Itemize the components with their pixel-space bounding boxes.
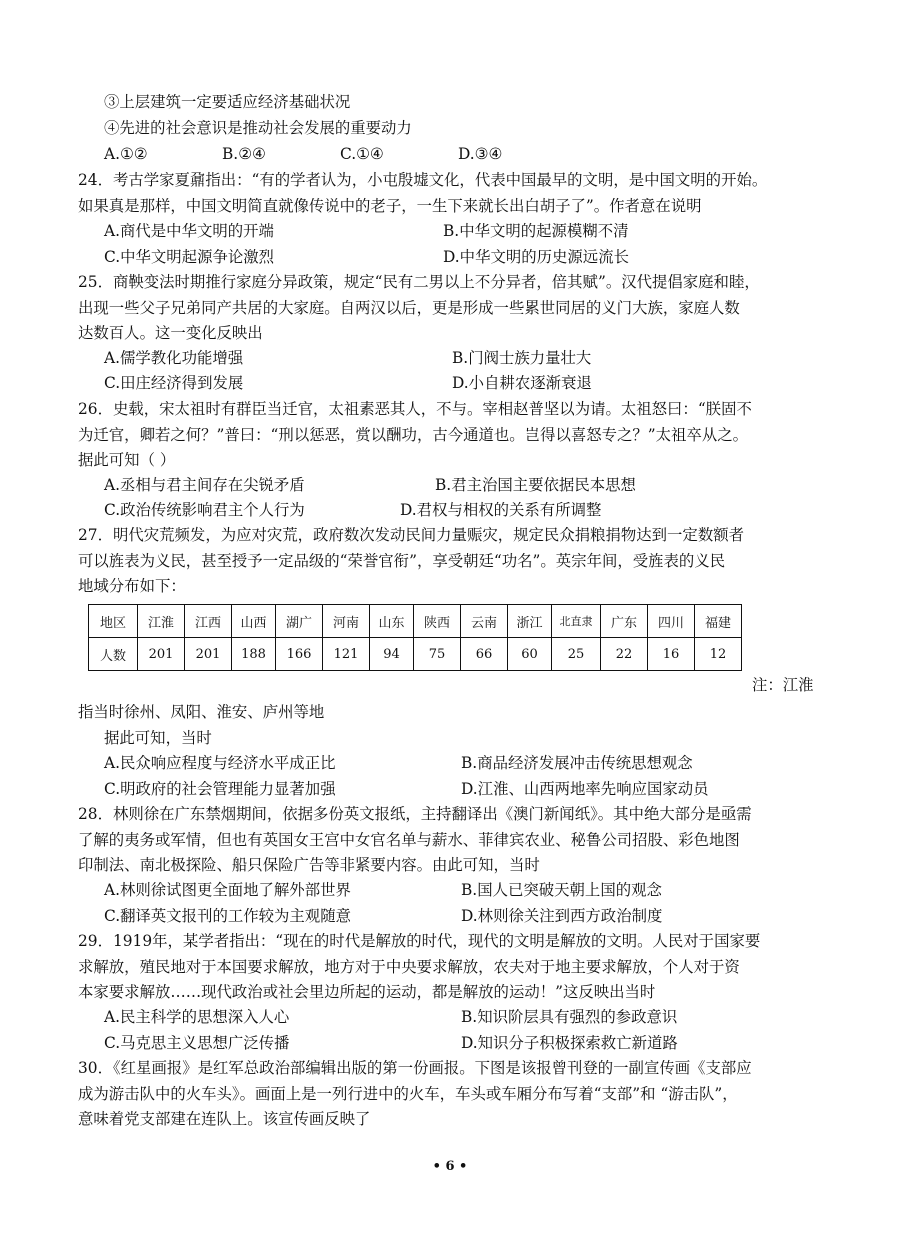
q24-option-d: D.中华文明的历史源远流长: [443, 248, 629, 266]
q29-option-c: C.马克思主义思想广泛传播: [104, 1034, 290, 1052]
q27-option-b: B.商品经济发展冲击传统思想观念: [461, 754, 693, 772]
table-count-cell: 12: [695, 638, 742, 671]
q29-stem-line-3: 本家要求解放……现代政治或社会里边所起的运动，都是解放的运动！”这反映出当时: [78, 983, 656, 1001]
q27-note-continued: 指当时徐州、凤阳、淮安、庐州等地: [78, 703, 325, 721]
q29-stem-line-1: 29．1919年，某学者指出：“现在的时代是解放的时代，现代的文明是解放的文明。人民对于国家要: [78, 932, 761, 950]
q26-stem-line-2: 为迁官，卿若之何？”普曰：“刑以惩恶，赏以酬功，古今通道也。岂得以喜怒专之？”太祖卒从之。: [78, 426, 749, 444]
q23-option-c: C.①④: [340, 145, 384, 163]
table-count-cell: 94: [370, 638, 414, 671]
table-header-label: 地区: [89, 605, 138, 638]
table-region-cell: 江西: [185, 605, 232, 638]
table-count-cell: 60: [508, 638, 552, 671]
q25-stem-line-3: 达数百人。这一变化反映出: [78, 324, 263, 342]
q25-option-d: D.小自耕农逐渐衰退: [452, 374, 592, 392]
q26-stem-line-1: 26．史载，宋太祖时有群臣当迁官，太祖素恶其人，不与。宰相赵普坚以为请。太祖怒曰：“朕固不: [78, 400, 752, 418]
table-header-row: [89, 605, 742, 638]
table-region-cell: 山西: [232, 605, 276, 638]
q23-item-4: ④先进的社会意识是推动社会发展的重要动力: [104, 119, 412, 137]
q26-option-b: B.君主治国主要依据民本思想: [435, 476, 636, 494]
q28-stem-line-3: 印制法、南北极探险、船只保险广告等非紧要内容。由此可知，当时: [78, 856, 540, 874]
table-region-cell: 四川: [648, 605, 695, 638]
table-region-cell: 福建: [695, 605, 742, 638]
q27-note-start: 注：江淮: [752, 676, 814, 694]
table-count-row: [89, 638, 742, 671]
table-region-cell: 云南: [461, 605, 508, 638]
table-count-cell: 25: [552, 638, 601, 671]
table-region-cell: 北直隶: [552, 605, 601, 638]
q26-option-c: C.政治传统影响君主个人行为: [104, 501, 305, 519]
table-region-cell: 河南: [323, 605, 370, 638]
q28-option-b: B.国人已突破天朝上国的观念: [461, 881, 662, 899]
table-region-cell: 陕西: [414, 605, 461, 638]
q24-stem-line-2: 如果真是那样，中国文明简直就像传说中的老子，一生下来就长出白胡子了”。作者意在说明: [78, 197, 702, 215]
q27-option-c: C.明政府的社会管理能力显著加强: [104, 780, 336, 798]
q27-option-a: A.民众响应程度与经济水平成正比: [104, 754, 336, 772]
table-count-cell: 75: [414, 638, 461, 671]
table-count-cell: 121: [323, 638, 370, 671]
q29-option-b: B.知识阶层具有强烈的参政意识: [461, 1008, 678, 1026]
q24-option-c: C.中华文明起源争论激烈: [104, 248, 275, 266]
q29-stem-line-2: 求解放，殖民地对于本国要求解放，地方对于中央要求解放，农夫对于地主要求解放，个人对于资: [78, 958, 740, 976]
q26-option-d: D.君权与相权的关系有所调整: [400, 501, 602, 519]
table-count-cell: 22: [601, 638, 648, 671]
q23-option-d: D.③④: [458, 145, 503, 163]
table-region-cell: 浙江: [508, 605, 552, 638]
q27-stem-line-1: 27．明代灾荒频发，为应对灾荒，政府数次发动民间力量赈灾，规定民众捐粮捐物达到一定数额者: [78, 526, 744, 544]
q30-stem-line-2: 成为游击队中的火车头》。画面上是一列行进中的火车，车头或车厢分布写着“支部”和 “游击队”，: [78, 1085, 738, 1103]
q27-stem-line-2: 可以旌表为义民，甚至授予一定品级的“荣誉官衔”，享受朝廷“功名”。英宗年间，受旌表的义民: [78, 552, 726, 570]
q23-option-b: B.②④: [222, 145, 266, 163]
q25-stem-line-1: 25．商鞅变法时期推行家庭分异政策，规定“民有二男以上不分异者，倍其赋”。汉代提倡家庭和睦，: [78, 273, 760, 291]
q26-stem-line-3: 据此可知（ ）: [78, 451, 176, 469]
table-region-cell: 江淮: [138, 605, 185, 638]
q27-stem-line-3: 地域分布如下：: [78, 577, 186, 595]
q28-option-c: C.翻译英文报刊的工作较为主观随意: [104, 907, 351, 925]
table-count-cell: 66: [461, 638, 508, 671]
table-count-label: 人数: [89, 638, 138, 671]
q24-option-b: B.中华文明的起源模糊不清: [443, 222, 629, 240]
page-number: • 6 •: [432, 1159, 468, 1174]
q27-option-d: D.江淮、山西两地率先响应国家动员: [461, 780, 709, 798]
q23-item-3: ③上层建筑一定要适应经济基础状况: [104, 93, 351, 111]
q24-option-a: A.商代是中华文明的开端: [104, 222, 274, 240]
table-region-cell: 湖广: [276, 605, 323, 638]
q25-stem-line-2: 出现一些父子兄弟同产共居的大家庭。自两汉以后，更是形成一些累世同居的义门大族，家庭人数: [78, 299, 740, 317]
table-count-cell: 188: [232, 638, 276, 671]
q29-option-d: D.知识分子积极探索救亡新道路: [461, 1034, 678, 1052]
table-count-cell: 201: [185, 638, 232, 671]
table-count-cell: 166: [276, 638, 323, 671]
q25-option-b: B.门阀士族力量壮大: [452, 349, 592, 367]
table-region-cell: 山东: [370, 605, 414, 638]
q30-stem-line-3: 意味着党支部建在连队上。该宣传画反映了: [78, 1110, 371, 1128]
table-count-cell: 16: [648, 638, 695, 671]
table-count-cell: 201: [138, 638, 185, 671]
q26-option-a: A.丞相与君主间存在尖锐矛盾: [104, 476, 305, 494]
q27-prompt: 据此可知，当时: [104, 729, 212, 747]
q28-option-a: A.林则徐试图更全面地了解外部世界: [104, 881, 351, 899]
q28-stem-line-1: 28．林则徐在广东禁烟期间，依据多份英文报纸，主持翻译出《澳门新闻纸》。其中绝大部分是亟需: [78, 805, 752, 823]
table-region-cell: 广东: [601, 605, 648, 638]
q28-option-d: D.林则徐关注到西方政治制度: [461, 907, 663, 925]
q24-stem-line-1: 24．考古学家夏鼐指出：“有的学者认为，小屯殷墟文化，代表中国最早的文明，是中国文明的开始。: [78, 171, 768, 189]
q25-option-a: A.儒学教化功能增强: [104, 349, 244, 367]
volunteer-distribution-table: [88, 604, 742, 671]
q29-option-a: A.民主科学的思想深入人心: [104, 1008, 290, 1026]
q25-option-c: C.田庄经济得到发展: [104, 374, 244, 392]
q28-stem-line-2: 了解的夷务或军情，但也有英国女王宫中女官名单与薪水、菲律宾农业、秘鲁公司招股、彩色地图: [78, 831, 740, 849]
q23-option-a: A.①②: [104, 145, 148, 163]
q30-stem-line-1: 30．《红星画报》是红军总政治部编辑出版的第一份画报。下图是该报曾刊登的一副宣传画《支部应: [78, 1059, 752, 1077]
